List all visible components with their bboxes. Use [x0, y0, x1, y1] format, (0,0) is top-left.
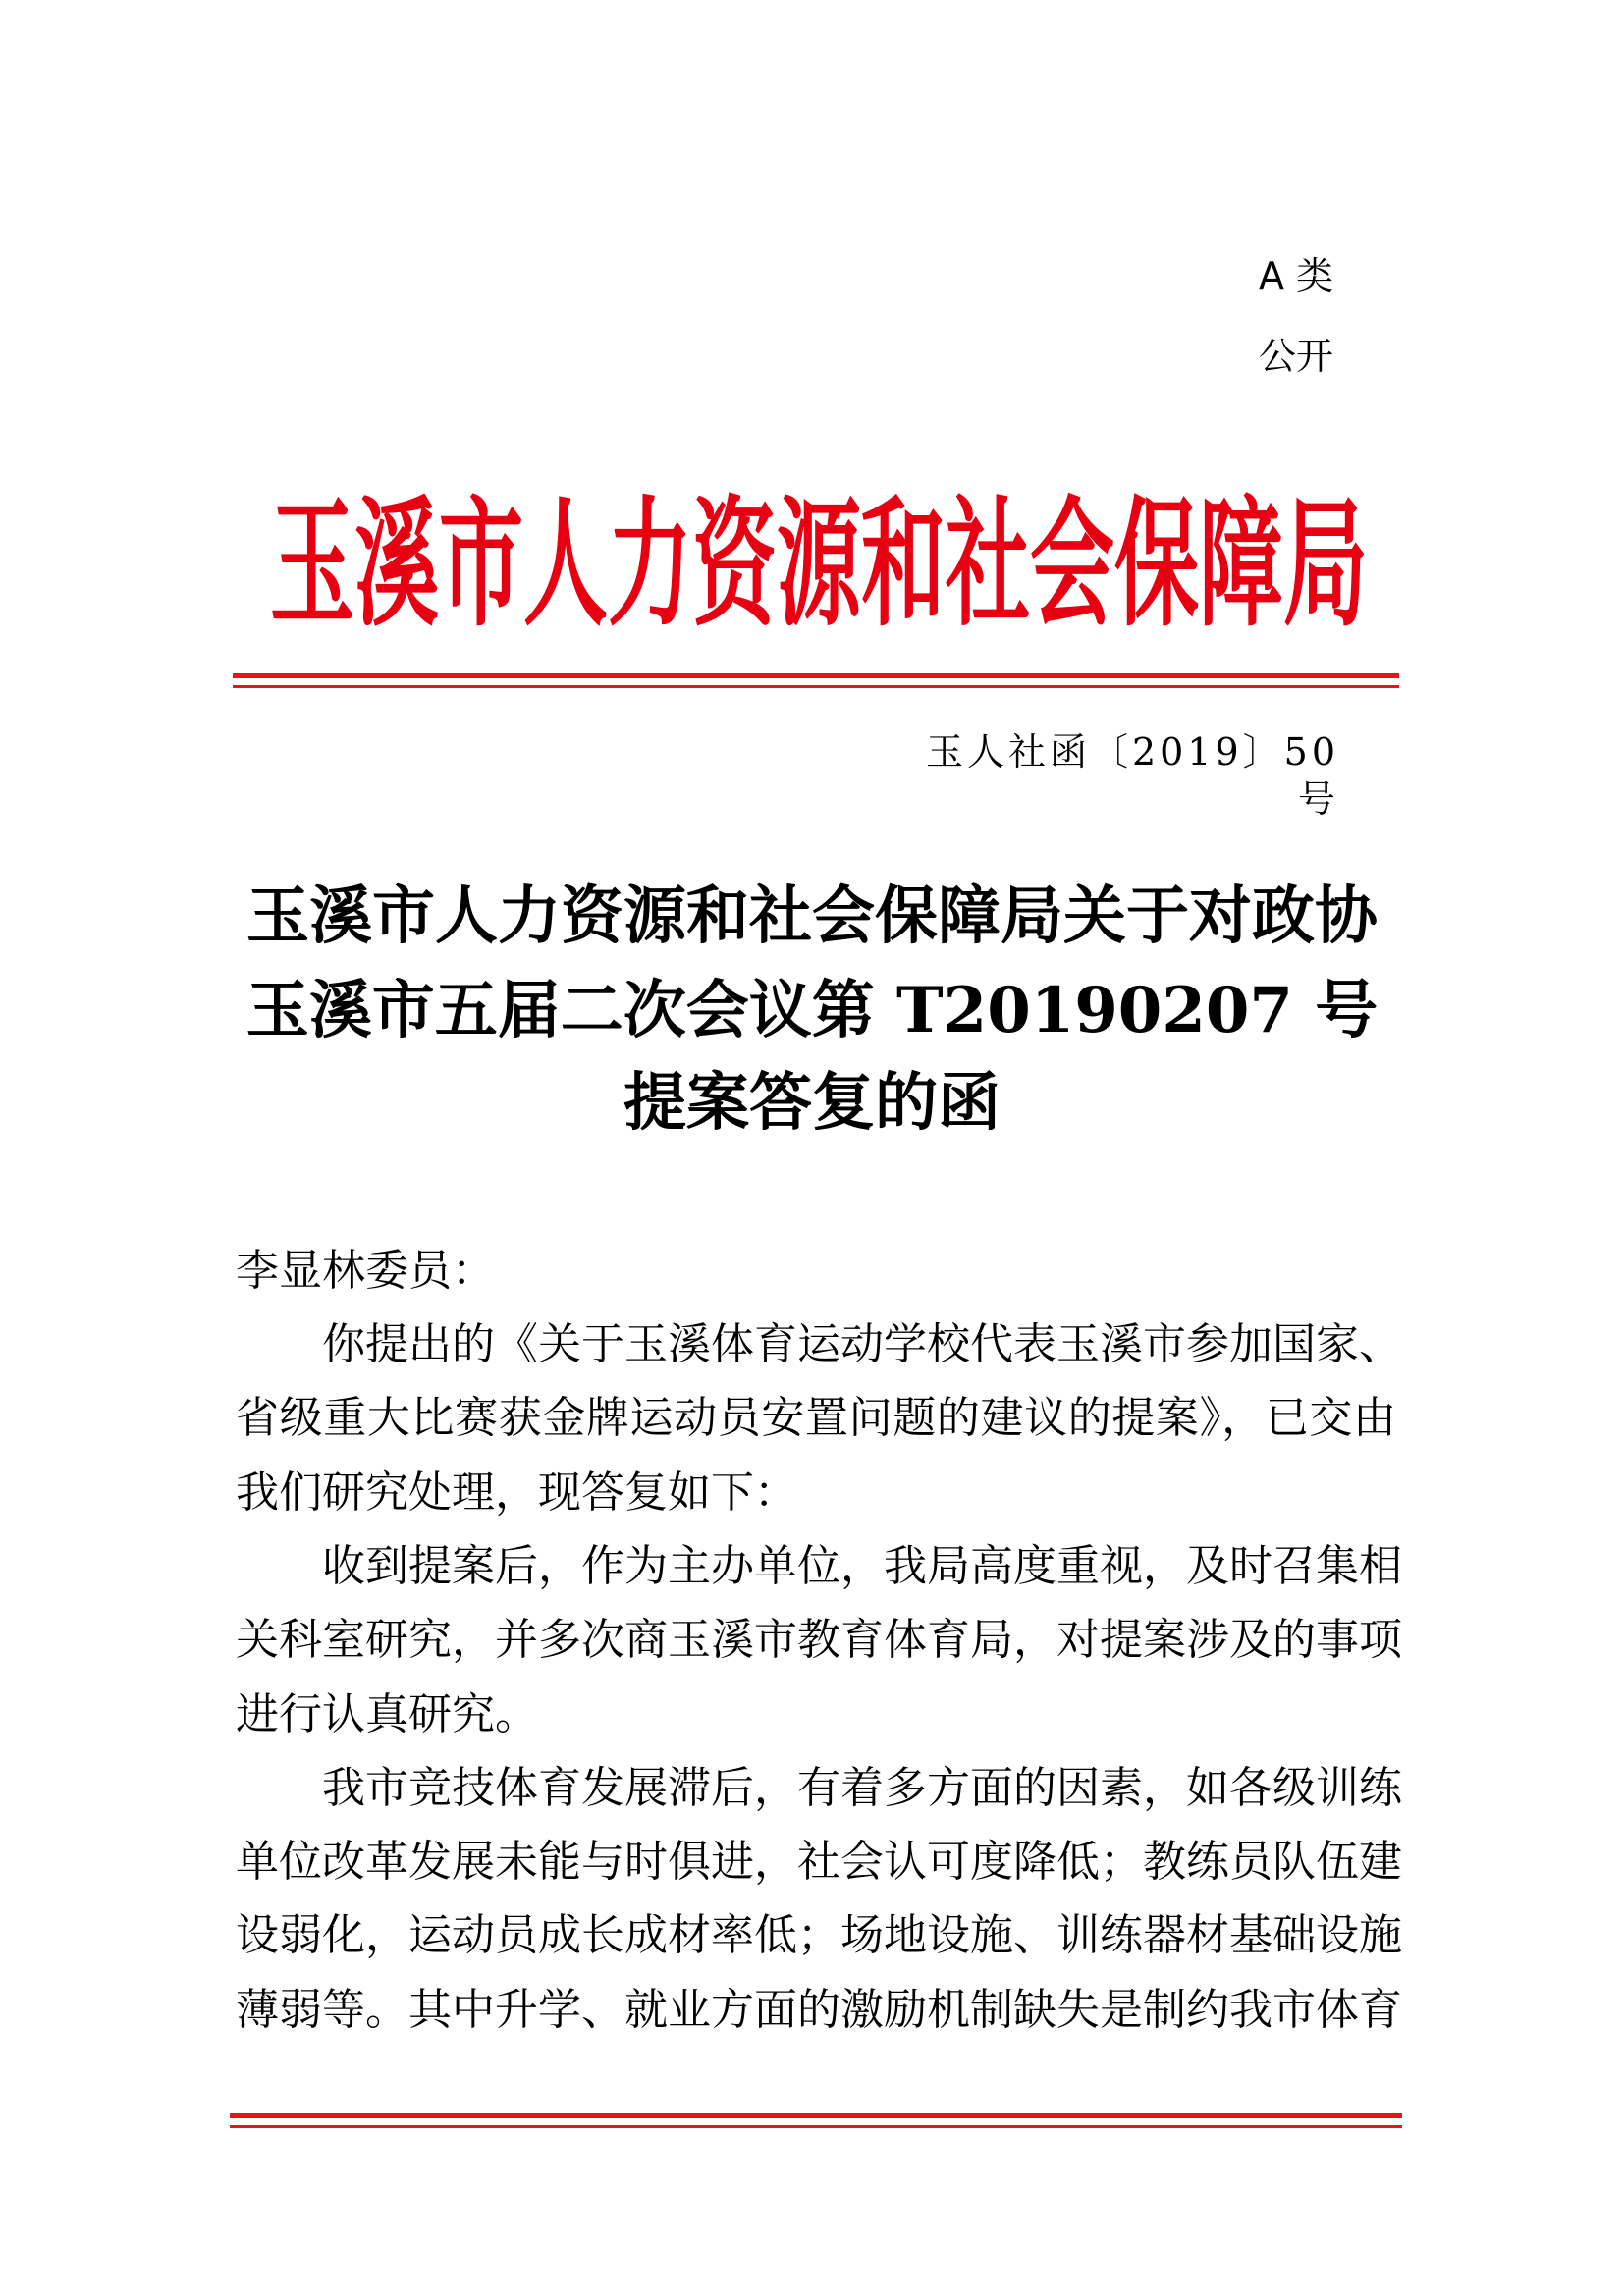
footer-rule-thin [230, 2125, 1402, 2128]
document-number: 玉人社函〔2019〕50 号 [925, 730, 1339, 821]
body-line: 我们研究处理，现答复如下： [236, 1467, 797, 1518]
header-rule-thick [233, 673, 1399, 678]
body-line: 设弱化，运动员成长成材率低；场地设施、训练器材基础设施 [236, 1910, 1402, 1961]
body-line: 薄弱等。其中升学、就业方面的激励机制缺失是制约我市体育 [236, 1984, 1402, 2035]
body-line: 关科室研究，并多次商玉溪市教育体育局，对提案涉及的事项 [236, 1615, 1402, 1666]
body-line: 我市竞技体育发展滞后，有着多方面的因素，如各级训练 [322, 1762, 1402, 1813]
body-line: 收到提案后，作为主办单位，我局高度重视，及时召集相 [322, 1540, 1402, 1591]
title-line-3: 提案答复的函 [623, 1066, 1001, 1140]
title-line-2: 玉溪市五届二次会议第 T20190207 号 [245, 974, 1379, 1047]
body-line: 省级重大比赛获金牌运动员安置问题的建议的提案》，已交由 [236, 1393, 1396, 1444]
header-rule-thin [233, 685, 1399, 688]
classification-disclosure: 公开 [1259, 335, 1334, 378]
footer-rule-thick [230, 2113, 1402, 2118]
salutation: 李显林委员： [236, 1246, 495, 1296]
title-line-1: 玉溪市人力资源和社会保障局关于对政协 [246, 880, 1378, 953]
body-line: 你提出的《关于玉溪体育运动学校代表玉溪市参加国家、 [322, 1319, 1402, 1369]
classification-category: A 类 [1259, 254, 1334, 297]
body-line: 单位改革发展未能与时俱进，社会认可度降低；教练员队伍建 [236, 1837, 1402, 1888]
masthead: 玉溪市人力资源和社会保障局 [270, 482, 1368, 647]
body-line: 进行认真研究。 [236, 1688, 538, 1739]
